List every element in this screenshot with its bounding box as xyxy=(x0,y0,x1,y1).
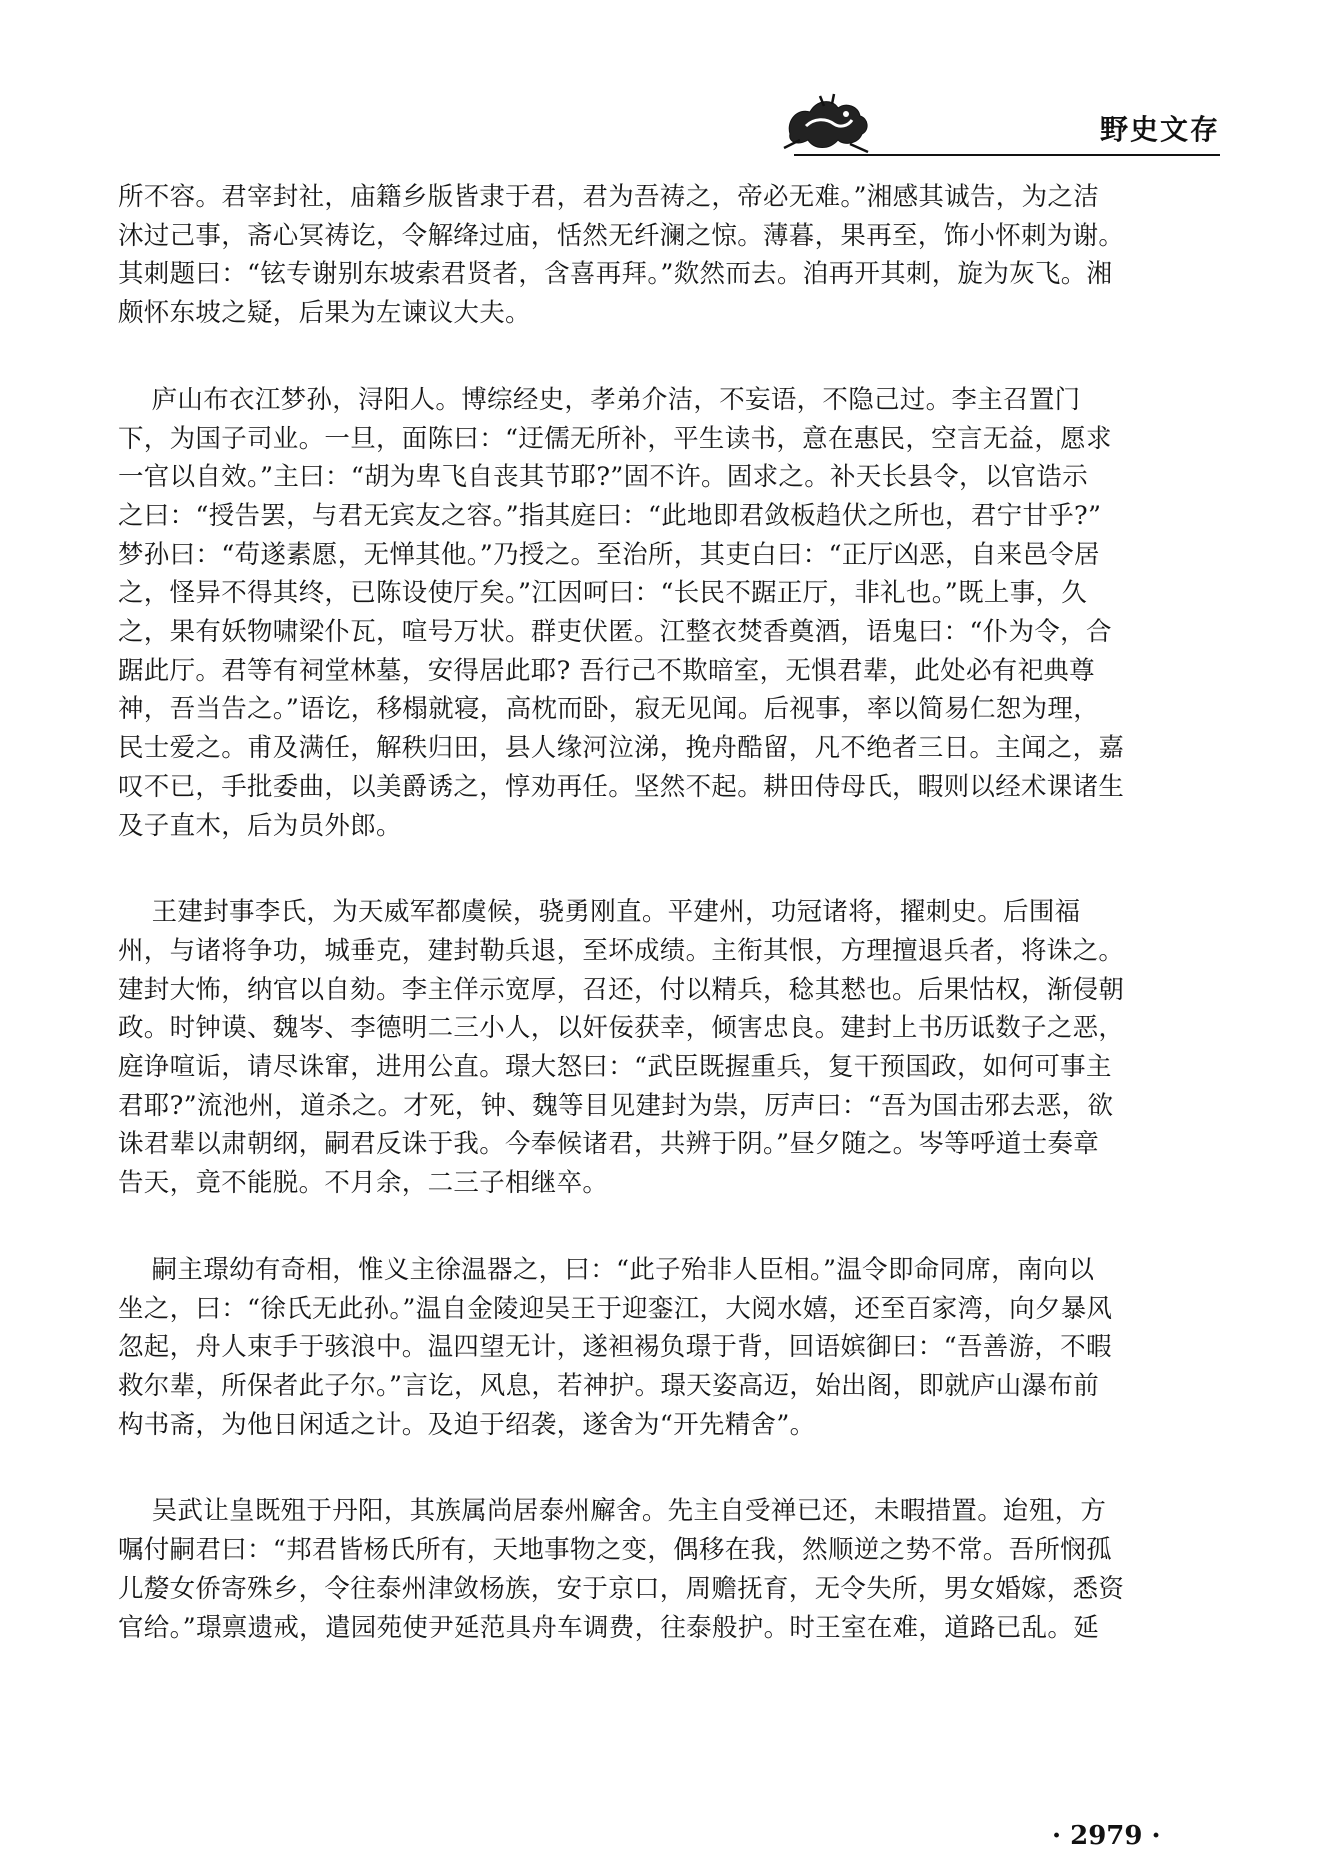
text-line: 所不容。君宰封社，庙籍乡版皆隶于君，君为吾祷之，帝必无难。”湘感其诚告，为之洁 xyxy=(118,182,1099,212)
text-line: 忽起，舟人束手于骇浪中。温四望无计，遂袒裼负璟于背，回语嫔御曰：“吾善游，不暇 xyxy=(118,1332,1112,1363)
text-line: 坐之，曰：“徐氏无此孙。”温自金陵迎吴王于迎銮江，大阅水嬉，还至百家湾，向夕暴风 xyxy=(118,1293,1113,1324)
text-line: 诛君辈以肃朝纲，嗣君反诛于我。今奉候诸君，共辨于阴。”昼夕随之。岑等呼道士奏章 xyxy=(118,1129,1099,1160)
page-header xyxy=(760,90,1220,170)
text-line: 踞此厅。君等有祠堂林墓，安得居此耶? 吾行己不欺暗室，无惧君辈，此处必有祀典尊 xyxy=(118,655,1095,686)
header-title: 野史文存 xyxy=(1099,113,1220,146)
header-rule xyxy=(794,154,1220,156)
text-line: 救尔辈，所保者此子尔。”言讫，风息，若神护。璟天姿高迈，始出阁，即就庐山瀑布前 xyxy=(118,1370,1099,1401)
text-line: 民士爱之。甫及满任，解秩归田，县人缘河泣涕，挽舟酷留，凡不绝者三日。主闻之，嘉 xyxy=(118,733,1125,764)
paragraph xyxy=(118,381,1213,845)
page-number: · 2979 · xyxy=(1052,1821,1161,1851)
text-line: 王建封事李氏，为天威军都虞候，骁勇刚直。平建州，功冠诸将，擢刺史。后围福 xyxy=(118,897,1081,928)
paragraph xyxy=(118,1492,1213,1647)
text-line: 一官以自效。”主曰：“胡为卑飞自丧其节耶?”固不许。固求之。补天长县令，以官诰示 xyxy=(118,462,1089,493)
text-line: 嘱付嗣君曰：“邦君皆杨氏所有，天地事物之变，偶移在我，然顺逆之势不常。吾所悯孤 xyxy=(118,1535,1112,1566)
text-line: 沐过己事，斋心冥祷讫，令解绛过庙，恬然无纤澜之惊。薄暮，果再至，饰小怀刺为谢。 xyxy=(118,220,1125,251)
body-text xyxy=(118,178,1213,1695)
text-line: 庐山布衣江梦孙，浔阳人。博综经史，孝弟介洁，不妄语，不隐己过。李主召置门 xyxy=(118,384,1081,415)
text-line: 梦孙曰：“苟遂素愿，无惮其他。”乃授之。至治所，其吏白曰：“正厅凶恶，自来邑令居 xyxy=(118,539,1100,570)
paragraph xyxy=(118,1251,1213,1445)
text-line: 神，吾当告之。”语讫，移榻就寝，高枕而卧，寂无见闻。后视事，率以简易仁恕为理， xyxy=(118,694,1099,725)
text-line: 颇怀东坡之疑，后果为左谏议大夫。 xyxy=(118,298,531,329)
text-line: 庭诤喧诟，请尽诛窜，进用公直。璟大怒曰：“武臣既握重兵，复干预国政，如何可事主 xyxy=(118,1052,1112,1083)
text-line: 之，果有妖物啸梁仆瓦，喧号万状。群吏伏匿。江整衣焚香奠酒，语鬼曰：“仆为令，合 xyxy=(118,617,1112,648)
paragraph xyxy=(118,893,1213,1203)
text-line: 之，怪异不得其终，已陈设使厅矣。”江因呵曰：“长民不踞正厅，非礼也。”既上事，久 xyxy=(118,578,1088,609)
text-line: 构书斋，为他日闲适之计。及迫于绍袭，遂舍为“开先精舍”。 xyxy=(118,1409,816,1440)
text-line: 儿嫠女侨寄殊乡，令往泰州津敛杨族，安于京口，周赡抚育，无令失所，男女婚嫁，悉资 xyxy=(118,1573,1125,1604)
text-line: 其刺题曰：“铉专谢别东坡索君贤者，含喜再拜。”欻然而去。洎再开其刺，旋为灰飞。湘 xyxy=(118,259,1113,290)
text-line: 及子直木，后为员外郎。 xyxy=(118,810,402,841)
text-line: 政。时钟谟、魏岑、李德明二三小人，以奸佞获幸，倾害忠良。建封上书历诋数子之恶， xyxy=(118,1013,1125,1044)
paragraph xyxy=(118,178,1213,333)
text-line: 嗣主璟幼有奇相，惟义主徐温器之，曰：“此子殆非人臣相。”温令即命同席，南向以 xyxy=(118,1254,1095,1285)
text-line: 下，为国子司业。一旦，面陈曰：“迂儒无所补，平生读书，意在惠民，空言无益，愿求 xyxy=(118,423,1112,454)
text-line: 告天，竟不能脱。不月余，二三子相继卒。 xyxy=(118,1168,609,1199)
text-line: 之曰：“授告罢，与君无宾友之容。”指其庭曰：“此地即君敛板趋伏之所也，君宁甘乎?” xyxy=(118,500,1102,531)
text-line: 州，与诸将争功，城垂克，建封勒兵退，至坏成绩。主衔其恨，方理擅退兵者，将诛之。 xyxy=(118,935,1125,966)
text-line: 吴武让皇既殂于丹阳，其族属尚居泰州廨舍。先主自受禅已还，未暇措置。迨殂，方 xyxy=(118,1496,1107,1527)
text-line: 官给。”璟禀遗戒，遣园苑使尹延范具舟车调费，往泰般护。时王室在难，道路已乱。延 xyxy=(118,1612,1099,1643)
text-line: 君耶?”流池州，道杀之。才死，钟、魏等目见建封为祟，厉声曰：“吾为国击邪去恶，欲 xyxy=(118,1090,1114,1121)
text-line: 叹不已，手批委曲，以美爵诱之，惇劝再任。坚然不起。耕田侍母氏，暇则以经术课诸生 xyxy=(118,771,1125,802)
dragon-emblem-icon xyxy=(780,90,872,160)
text-line: 建封大怖，纳官以自劾。李主佯示宽厚，召还，付以精兵，稔其慭也。后果怙权，渐侵朝 xyxy=(118,974,1125,1005)
